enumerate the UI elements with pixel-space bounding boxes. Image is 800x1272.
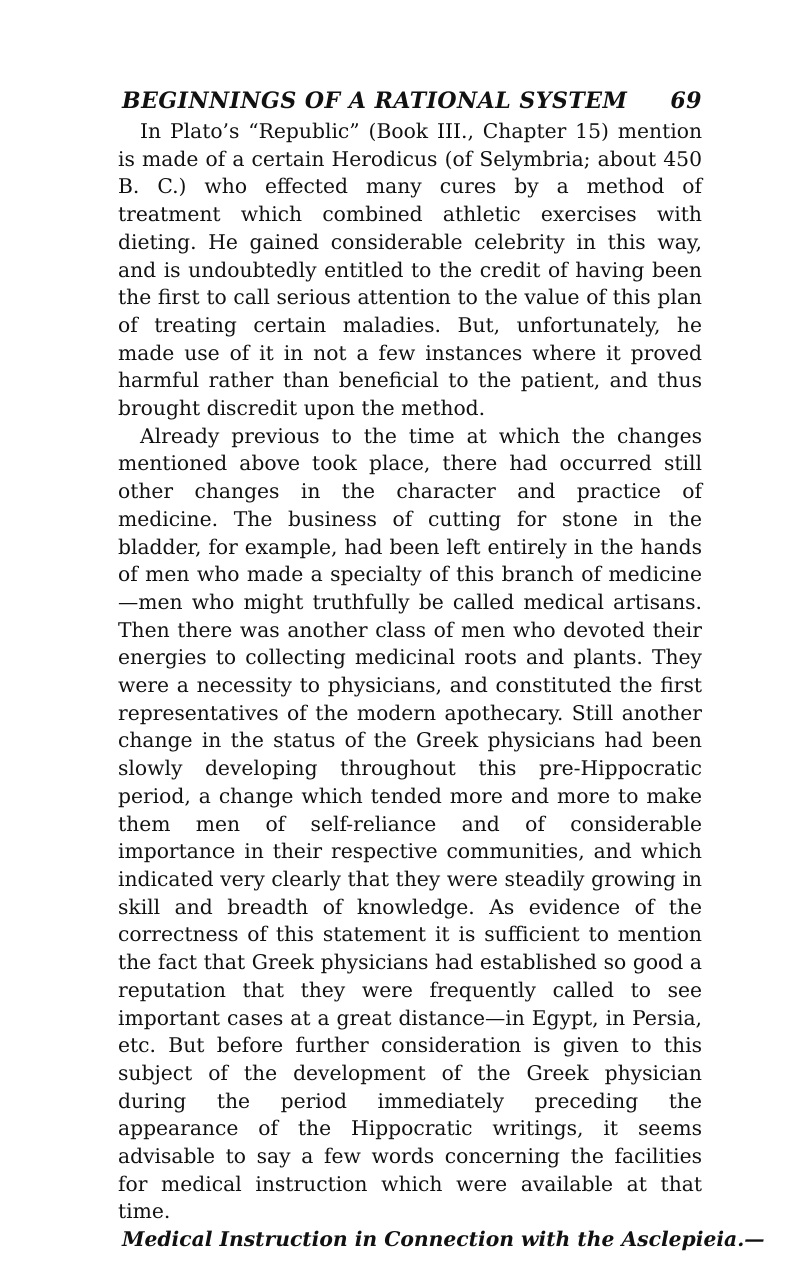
running-header — [118, 78, 702, 118]
paragraph-herodicus: In Plato’s “Republic” (Book III., Chapter 15) mention is made of a certain Herodicus (of Selymbria; about 450 B. C.) who effected many cures by a method of treatment which combined athletic exercises with dieting. He gained considerable celebrity in this way, and is undoubtedly entitled to the credit of having been the first to call serious attention to the value of this plan of treating certain maladies. But, unfortunately, he made use of it in not a few instances where it proved harmful rather than beneficial to the patient, and thus brought discredit upon the method. — [118, 119, 702, 421]
book-page — [118, 78, 765, 1254]
paragraph-changes-in-medicine: Already previous to the time at which the changes mentioned above took place, there had occurred still other changes in the character and practice of medicine. The business of cutting for stone in the bladder, for example, had been left entirely in the hands of men who made a specialty of this branch of medicine—men who might truthfully be called medical artisans. Then there was another class of men who devoted their energies to collecting medicinal roots and plants. They were a necessity to physicians, and constituted the first representatives of the modern apothecary. Still another change in the status of the Greek physicians had been slowly developing throughout this pre-Hippocratic period, a change which tended more and more to make them men of self-reliance and of considerable importance in their respective communities, and which indicated very clearly that they were steadily growing in skill and breadth of knowledge. As evidence of the correctness of this statement it is sufficient to mention the fact that Greek physicians had established so good a reputation that they were frequently called to see important cases at a great distance—in Egypt, in Persia, etc. But before further consideration is given to this subject of the development of the Greek physician during the period immediately preceding the appearance of the Hippocratic writings, it seems advisable to say a few words concerning the facilities for medical instruction which were available at that time. — [118, 423, 702, 1224]
page-number: 69 — [670, 88, 702, 114]
running-title: BEGINNINGS OF A RATIONAL SYSTEM — [122, 88, 628, 114]
section-heading: Medical Instruction in Connection with the Asclepieia.— — [122, 1227, 765, 1252]
body-text — [118, 118, 765, 1254]
